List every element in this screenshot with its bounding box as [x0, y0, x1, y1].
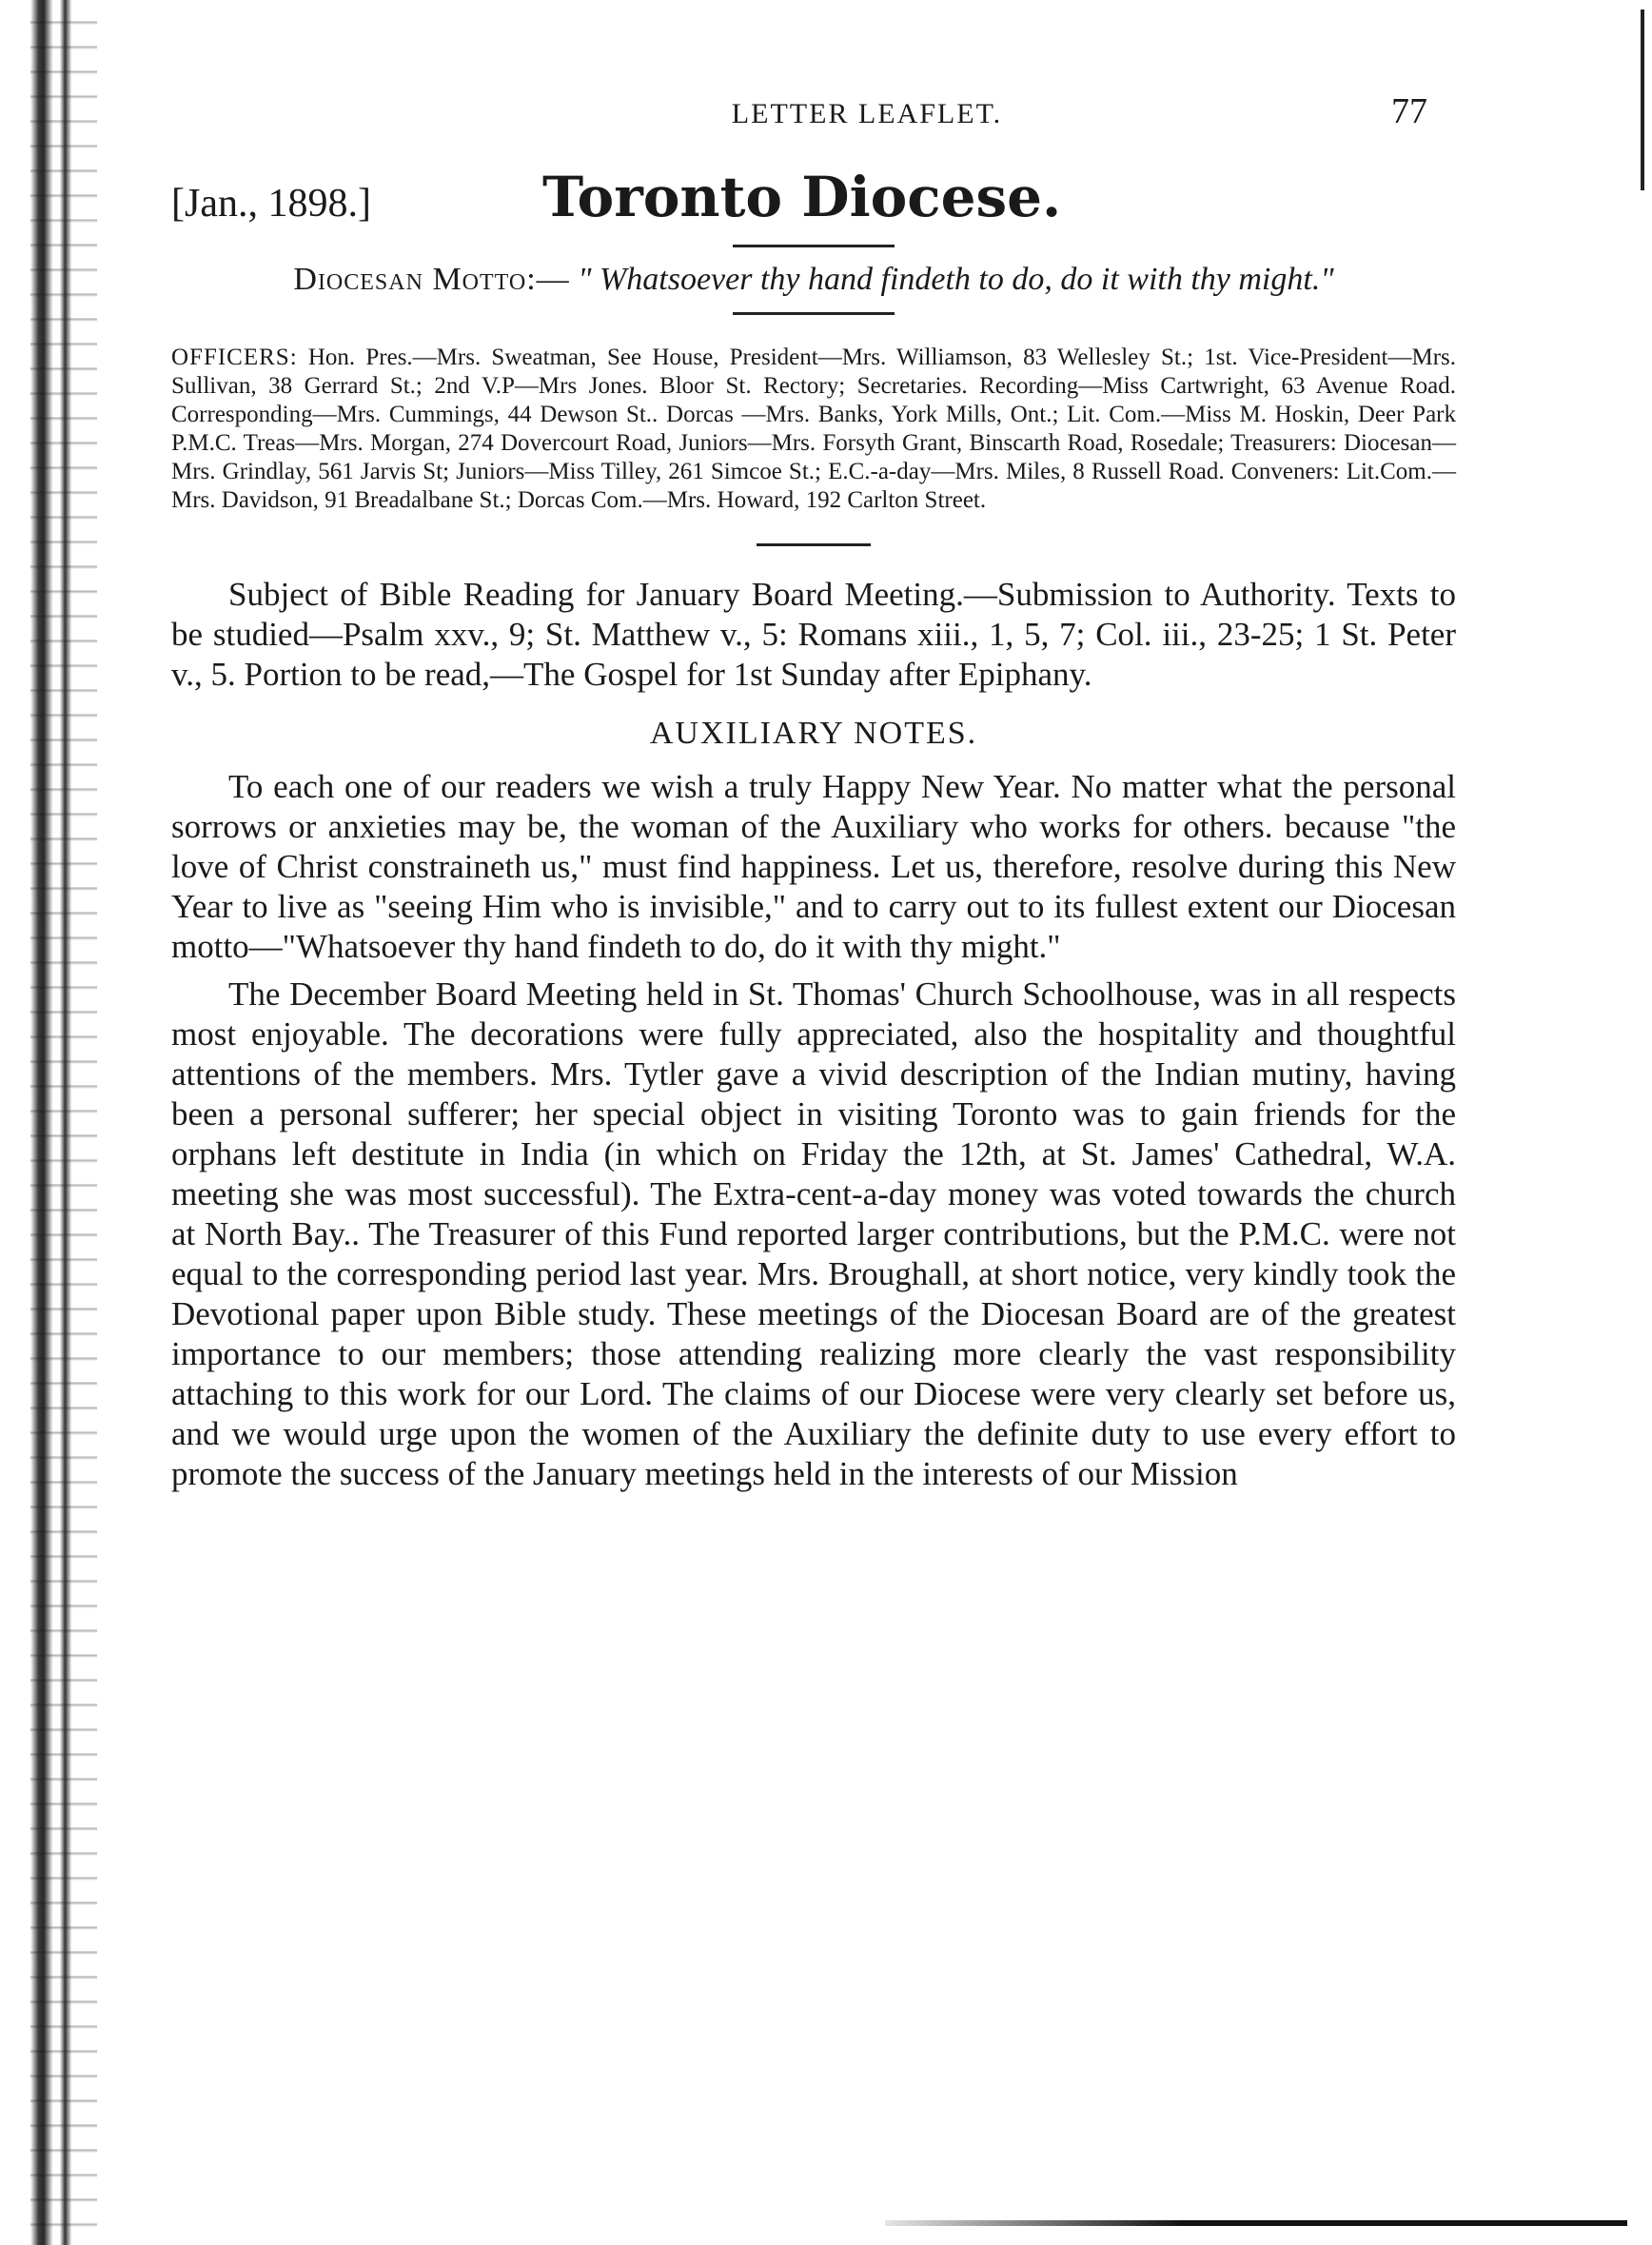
paragraph: The December Board Meeting held in St. Thomas' Church Schoolhouse, was in all respects most enjoyable. The decorations were fully appreciated, also the hospitality and thoughtful attentions of the members. Mrs. Tytler gave a vivid description of the Indian mutiny, having been a personal sufferer; her special object in visiting Toronto was to gain friends for the orphans left destitute in India (in which on Friday the 12th, at St. James' Cathedral, W.A. meeting she was most successful). The Extra-cent-a-day money was voted towards the church at North Bay.. The Treasurer of this Fund reported larger contributions, but the P.M.C. were not equal to the corresponding period last year. Mrs. Broughall, at short notice, very kindly took the Devotional paper upon Bible study. These meetings of the Diocesan Board are of the greatest importance to our members; those attending realizing more clearly the vast responsibility attaching to this work for our Lord. The claims of our Diocese were very clearly set before us, and we would urge upon the women of the Auxiliary the definite duty to use every effort to promote the success of the January meetings held in the interests of our Mission — [171, 975, 1456, 1492]
officers-text: Hon. Pres.—Mrs. Sweatman, See House, President—Mrs. Williamson, 83 Wellesley St.; 1st. Vice-President—Mrs. Sullivan, 38 Gerrard St.; 2nd V.P—Mrs Jones. Bloor St. Rectory; Secretaries. Recording—Miss Cartwright, 63 Avenue Road. Corresponding—Mrs. Cummings, 44 Dewson St.. Dorcas —Mrs. Banks, York Mills, Ont.; Lit. Com.—Miss M. Hoskin, Deer Park P.M.C. Treas—Mrs. Morgan, 274 Dovercourt Road, Juniors—Mrs. Forsyth Grant, Binscarth Road, Rosedale; Treasurers: Diocesan—Mrs. Grindlay, 561 Jarvis St; Juniors—Miss Tilley, 261 Simcoe St.; E.C.-a-day—Mrs. Miles, 8 Russell Road. Conveners: Lit.Com.—Mrs. Davidson, 91 Breadalbane St.; Dorcas Com.—Mrs. Howard, 192 Carlton Street. — [171, 345, 1456, 513]
bible-reading-paragraph: Subject of Bible Reading for January Board Meeting.—Submission to Authority. Texts to be studied—Psalm xxv., 9; St. Matthew v., 5: Romans xiii., 1, 5, 7; Col. iii., 23-25; 1 St. Peter v., 5. Portion to be read,—The Gospel for 1st Sunday after Epiphany. — [171, 576, 1456, 693]
divider-rule — [733, 245, 895, 247]
motto-lead: Diocesan Motto:— — [293, 262, 570, 297]
body-text — [171, 575, 1456, 1494]
footer-rule — [885, 2220, 1627, 2226]
document-page — [171, 90, 1456, 1502]
motto-text: " Whatsoever thy hand findeth to do, do it with thy might." — [578, 262, 1334, 297]
divider-rule — [733, 312, 895, 315]
running-head-title: LETTER LEAFLET. — [731, 98, 1003, 129]
officers-list — [171, 344, 1456, 515]
paragraph: To each one of our readers we wish a truly Happy New Year. No matter what the personal sorrows or anxieties may be, the woman of the Auxiliary who works for others. because "the love of Christ constraineth us," must find happiness. Let us, therefore, resolve during this New Year to live as "seeing Him who is invisible," and to carry out to its fullest extent our Diocesan motto—"Whatsoever thy hand findeth to do, do it with thy might." — [171, 768, 1456, 965]
section-heading — [171, 165, 1456, 231]
diocese-title: Toronto Diocese. — [542, 165, 1062, 229]
section-title: AUXILIARY NOTES. — [649, 716, 978, 751]
page-edge-mark — [1641, 10, 1644, 190]
page-number: 77 — [1391, 91, 1427, 131]
issue-date: [Jan., 1898.] — [171, 182, 371, 226]
officers-label: OFFICERS: — [171, 345, 298, 370]
diocesan-motto — [190, 261, 1437, 299]
page-binding-edge — [30, 0, 97, 2245]
running-head — [171, 90, 1456, 148]
divider-rule — [757, 543, 871, 546]
